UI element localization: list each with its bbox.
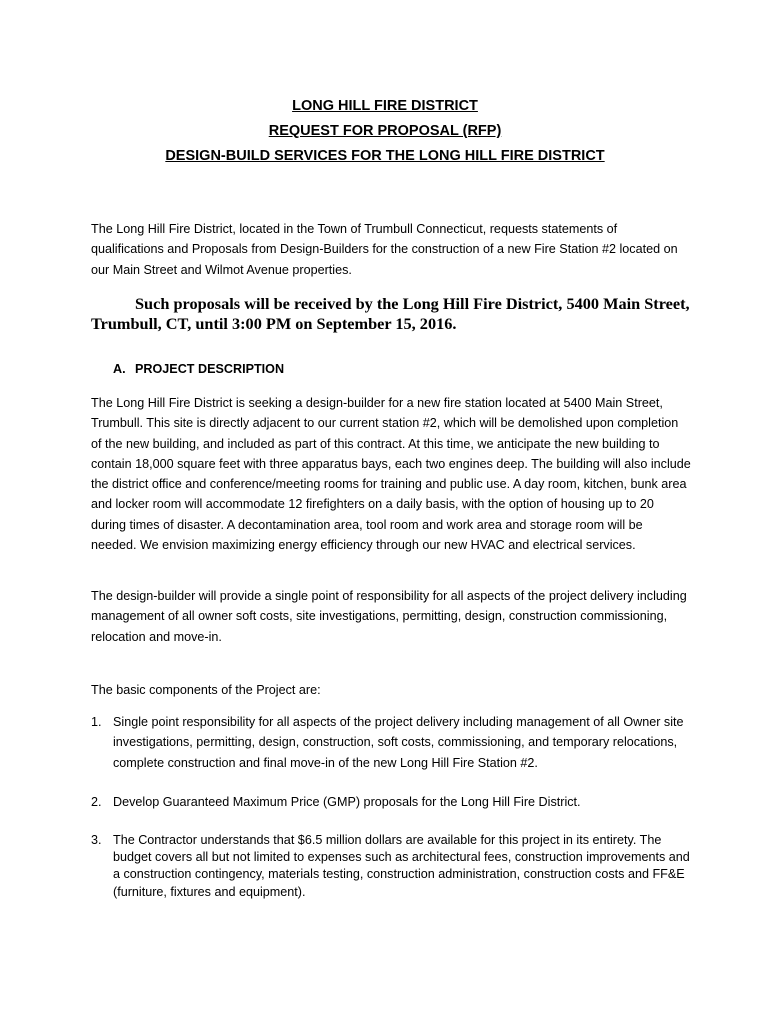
deadline-statement: Such proposals will be received by the Long Hill Fire District, 5400 Main Street, Trumbull, CT, until 3:00 PM on September 15, 2016.	[91, 294, 690, 333]
list-item-text: Develop Guaranteed Maximum Price (GMP) proposals for the Long Hill Fire District.	[113, 795, 581, 809]
list-item	[91, 832, 691, 901]
list-item	[91, 792, 691, 812]
section-a-letter: A.	[113, 362, 126, 376]
title-line-services: DESIGN-BUILD SERVICES FOR THE LONG HILL FIRE DISTRICT	[165, 148, 605, 164]
title-line-district: LONG HILL FIRE DISTRICT	[292, 98, 478, 114]
section-a-heading	[113, 362, 284, 376]
design-builder-paragraph: The design-builder will provide a single point of responsibility for all aspects of the project delivery including management of all owner soft costs, site investigations, permitting, design, construction commissioning, relocation and move-in.	[91, 589, 687, 644]
list-item-number: 2.	[91, 795, 102, 809]
components-intro: The basic components of the Project are:	[91, 683, 321, 697]
section-a-title: PROJECT DESCRIPTION	[135, 362, 285, 376]
list-item-text: Single point responsibility for all aspects of the project delivery including management of all Owner site investigations, permitting, design, construction, soft costs, commissioning, and temporary relocations, complete construction and final move-in of the new Long Hill Fire Station #2.	[113, 715, 684, 770]
title-line-rfp: REQUEST FOR PROPOSAL (RFP)	[268, 123, 502, 139]
document-title	[0, 94, 770, 169]
list-item-number: 1.	[91, 715, 102, 729]
list-item-number: 3.	[91, 833, 102, 847]
project-description-paragraph: The Long Hill Fire District is seeking a design-builder for a new fire station located at 5400 Main Street, Trumbull. This site is directly adjacent to our current station #2, which will be demolished upon completion of the new building, and included as part of this contract. At this time, we anticipate the new building to contain 18,000 square feet with three apparatus bays, each two engines deep. The building will also include the district office and conference/meeting rooms for training and public use. A day room, kitchen, bunk area and locker room will accommodate 12 firefighters on a daily basis, with the option of housing up to 20 during times of disaster. A decontamination area, tool room and work area and storage room will be needed. We envision maximizing energy efficiency through our new HVAC and electrical services.	[91, 396, 691, 553]
list-item	[91, 712, 691, 773]
intro-paragraph: The Long Hill Fire District, located in the Town of Trumbull Connecticut, requests statements of qualifications and Proposals from Design-Builders for the construction of a new Fire Station #2 located on our Main Street and Wilmot Avenue properties.	[91, 222, 678, 277]
list-item-text: The Contractor understands that $6.5 million dollars are available for this project in its entirety. The budget covers all but not limited to expenses such as architectural fees, construction improvements and a construction contingency, materials testing, construction administration, construction costs and FF&E (furniture, fixtures and equipment).	[113, 833, 690, 899]
